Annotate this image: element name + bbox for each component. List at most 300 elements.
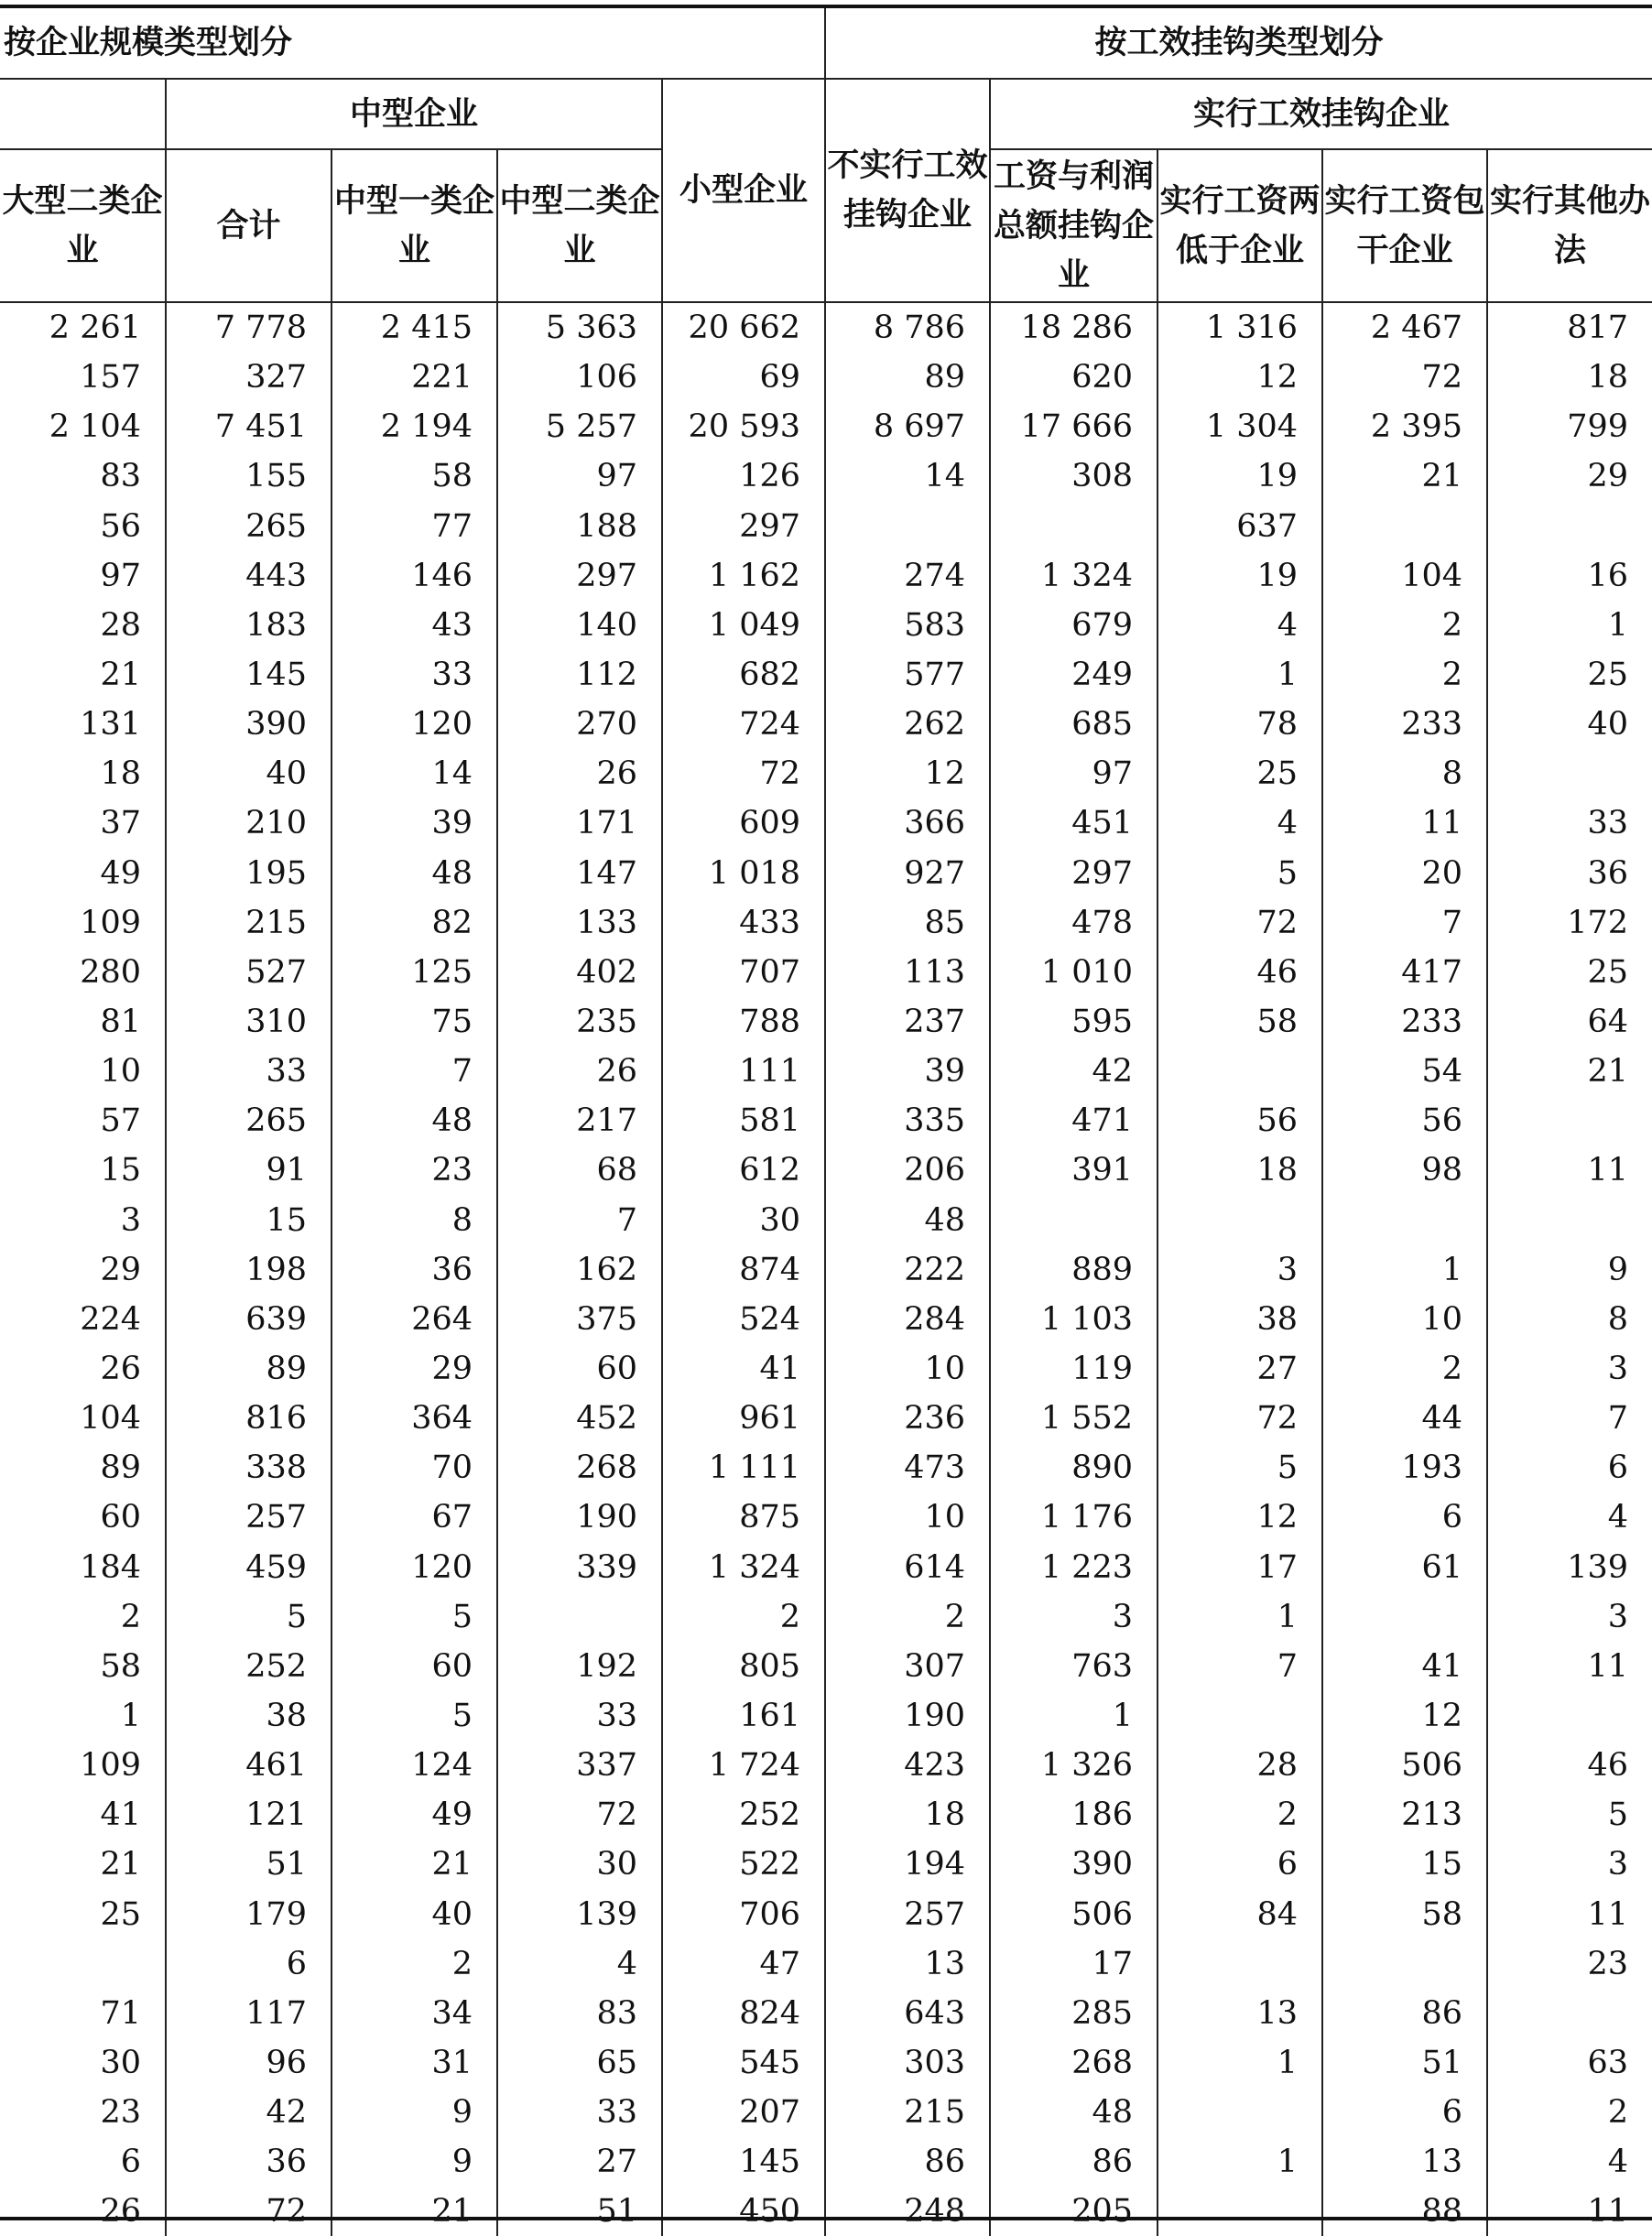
cell-other-methods: 11 [1587,1895,1629,1933]
header-group-efficiency: 按工效挂钩类型划分 [1094,25,1384,61]
cell-subtotal: 155 [166,451,331,501]
cell-medium-1: 146 [331,551,497,601]
cell-large-2: 25 [0,1890,166,1939]
cell-two-lower: 13 [1157,1989,1322,2038]
cell-medium-2: 33 [497,2088,662,2137]
cell-small: 126 [662,451,825,501]
cell-subtotal: 42 [166,2088,331,2137]
cell-small: 824 [662,1989,825,2038]
table-row [0,1741,1652,1790]
cell-not-implement: 335 [825,1096,990,1145]
cell-other-methods: 139 [1567,1548,1629,1586]
cell-medium-2: 26 [497,749,662,798]
cell-subtotal: 96 [166,2038,331,2088]
cell-large-2: 37 [0,798,166,848]
cell-medium-1: 7 [331,1047,497,1096]
cell-medium-2: 60 [497,1344,662,1394]
cell-two-lower: 7 [1157,1642,1322,1691]
cell-not-implement: 307 [825,1642,990,1691]
cell-large-2: 57 [0,1096,166,1145]
cell-small: 788 [662,997,825,1047]
cell-wage-profit: 1 010 [990,948,1157,997]
cell-wage-contract: 54 [1322,1047,1487,1096]
cell-two-lower [1157,1047,1322,1096]
cell-not-implement: 236 [825,1394,990,1443]
cell-large-2: 60 [0,1492,166,1542]
cell-two-lower: 72 [1157,898,1322,948]
cell-large-2: 2 [0,1592,166,1642]
table-row [0,1840,1652,1889]
table-row [0,451,1652,501]
cell-medium-1: 29 [331,1344,497,1394]
cell-two-lower: 58 [1157,997,1322,1047]
cell-medium-1: 5 [331,1592,497,1642]
cell-subtotal: 33 [166,1047,331,1096]
cell-other-methods [1487,749,1652,798]
cell-subtotal: 145 [166,650,331,700]
cell-medium-1: 2 [331,1939,497,1989]
cell-two-lower: 19 [1157,551,1322,601]
cell-small: 707 [662,948,825,997]
cell-not-implement: 18 [825,1790,990,1840]
cell-subtotal: 72 [166,2187,331,2236]
cell-medium-2: 139 [497,1890,662,1939]
cell-two-lower: 27 [1157,1344,1322,1394]
cell-medium-1: 5 [331,1691,497,1741]
cell-wage-contract [1322,1939,1487,1989]
cell-two-lower: 2 [1157,1790,1322,1840]
cell-wage-profit: 17 666 [990,402,1157,451]
cell-subtotal: 215 [166,898,331,948]
cell-medium-2: 188 [497,502,662,551]
cell-medium-2: 192 [497,1642,662,1691]
cell-wage-profit: 1 552 [990,1394,1157,1443]
cell-large-2: 109 [0,1741,166,1790]
cell-medium-2: 5 257 [497,402,662,451]
cell-subtotal: 327 [166,353,331,402]
cell-medium-1: 33 [331,650,497,700]
cell-other-methods [1487,1989,1652,2038]
cell-small: 724 [662,700,825,749]
cell-large-2: 58 [0,1642,166,1691]
cell-other-methods: 8 [1607,1300,1629,1338]
cell-subtotal: 265 [166,1096,331,1145]
cell-not-implement: 583 [825,601,990,650]
cell-not-implement: 927 [825,849,990,898]
table-row [0,1394,1652,1443]
cell-medium-2: 171 [497,798,662,848]
cell-two-lower: 72 [1157,1394,1322,1443]
cell-wage-contract: 1 [1322,1245,1487,1295]
cell-small: 1 324 [662,1543,825,1592]
cell-small: 875 [662,1492,825,1542]
cell-wage-contract: 417 [1322,948,1487,997]
cell-wage-profit: 595 [990,997,1157,1047]
cell-not-implement: 194 [825,1840,990,1889]
cell-large-2: 1 [0,1691,166,1741]
cell-wage-contract: 88 [1322,2187,1487,2236]
cell-medium-2: 297 [497,551,662,601]
cell-subtotal: 91 [166,1145,331,1195]
cell-medium-2: 106 [497,353,662,402]
cell-other-methods: 3 [1607,1846,1629,1883]
cell-subtotal: 210 [166,798,331,848]
cell-medium-1: 9 [331,2137,497,2187]
cell-medium-1: 58 [331,451,497,501]
cell-subtotal: 117 [166,1989,331,2038]
cell-medium-1: 120 [331,700,497,749]
cell-not-implement: 366 [825,798,990,848]
cell-not-implement: 215 [825,2088,990,2137]
table-row [0,948,1652,997]
cell-subtotal: 89 [166,1344,331,1394]
cell-medium-2: 83 [497,1989,662,2038]
table-row [0,650,1652,700]
cell-not-implement: 39 [825,1047,990,1096]
table-row [0,1492,1652,1542]
cell-subtotal: 121 [166,1790,331,1840]
cell-not-implement: 8 697 [825,402,990,451]
cell-other-methods: 36 [1587,854,1629,892]
cell-wage-profit: 3 [990,1592,1157,1642]
table-row [0,1443,1652,1492]
cell-medium-2: 26 [497,1047,662,1096]
cell-wage-profit: 620 [990,353,1157,402]
cell-wage-contract: 56 [1322,1096,1487,1145]
cell-wage-profit: 451 [990,798,1157,848]
cell-large-2: 10 [0,1047,166,1096]
cell-small: 433 [662,898,825,948]
cell-subtotal: 5 [166,1592,331,1642]
cell-small: 874 [662,1245,825,1295]
cell-large-2: 29 [0,1245,166,1295]
cell-other-methods [1487,1691,1652,1741]
cell-medium-1: 21 [331,2187,497,2236]
cell-subtotal: 179 [166,1890,331,1939]
cell-wage-contract: 6 [1322,2088,1487,2137]
cell-small: 1 724 [662,1741,825,1790]
cell-two-lower: 4 [1157,601,1322,650]
cell-wage-contract: 2 395 [1322,402,1487,451]
cell-wage-contract: 104 [1322,551,1487,601]
cell-subtotal: 310 [166,997,331,1047]
cell-wage-contract [1322,1196,1487,1245]
cell-wage-contract: 86 [1322,1989,1487,2038]
cell-large-2: 21 [0,650,166,700]
cell-medium-1: 39 [331,798,497,848]
cell-large-2: 56 [0,502,166,551]
cell-wage-profit [990,502,1157,551]
cell-other-methods: 33 [1587,805,1629,842]
cell-two-lower: 78 [1157,700,1322,749]
cell-medium-1: 82 [331,898,497,948]
cell-small: 1 049 [662,601,825,650]
cell-wage-contract [1322,502,1487,551]
cell-medium-2: 337 [497,1741,662,1790]
cell-two-lower: 1 [1157,2038,1322,2088]
cell-medium-1: 34 [331,1989,497,2038]
cell-other-methods: 40 [1587,706,1629,744]
cell-wage-contract: 20 [1322,849,1487,898]
cell-wage-contract: 44 [1322,1394,1487,1443]
cell-wage-contract: 506 [1322,1741,1487,1790]
cell-small: 207 [662,2088,825,2137]
cell-two-lower: 5 [1157,849,1322,898]
cell-not-implement: 113 [825,948,990,997]
cell-wage-profit: 42 [990,1047,1157,1096]
cell-other-methods: 21 [1587,1053,1629,1091]
cell-medium-2: 375 [497,1295,662,1344]
cell-small: 47 [662,1939,825,1989]
header-wage-contract: 实行工资包干企业 [1322,149,1487,302]
cell-not-implement: 257 [825,1890,990,1939]
cell-medium-2: 112 [497,650,662,700]
cell-small: 545 [662,2038,825,2088]
cell-two-lower: 6 [1157,1840,1322,1889]
cell-wage-contract: 2 [1322,601,1487,650]
cell-other-methods: 799 [1567,408,1629,446]
cell-wage-contract: 58 [1322,1890,1487,1939]
cell-other-methods: 63 [1587,2044,1629,2081]
cell-wage-profit: 679 [990,601,1157,650]
cell-other-methods: 7 [1607,1400,1629,1438]
cell-two-lower [1157,2187,1322,2236]
cell-small: 297 [662,502,825,551]
cell-large-2: 30 [0,2038,166,2088]
cell-subtotal: 38 [166,1691,331,1741]
cell-medium-2: 97 [497,451,662,501]
cell-not-implement: 8 786 [825,302,990,353]
cell-small: 2 [662,1592,825,1642]
table-row [0,798,1652,848]
cell-small: 161 [662,1691,825,1741]
cell-not-implement: 577 [825,650,990,700]
cell-medium-2: 33 [497,1691,662,1741]
table-row [0,997,1652,1047]
cell-two-lower: 56 [1157,1096,1322,1145]
header-medium-2: 中型二类企业 [497,149,662,302]
header-two-lower: 实行工资两低于企业 [1157,149,1322,302]
cell-wage-profit: 285 [990,1989,1157,2038]
cell-small: 1 162 [662,551,825,601]
table-row [0,1642,1652,1691]
cell-subtotal: 257 [166,1492,331,1542]
table-row [0,2038,1652,2088]
cell-large-2: 28 [0,601,166,650]
cell-subtotal: 40 [166,749,331,798]
header-medium-1: 中型一类企业 [331,149,497,302]
table-row [0,2187,1652,2236]
cell-small: 69 [662,353,825,402]
cell-not-implement: 237 [825,997,990,1047]
cell-medium-1: 2 415 [331,302,497,353]
cell-small: 522 [662,1840,825,1889]
cell-wage-profit: 186 [990,1790,1157,1840]
cell-not-implement: 48 [825,1196,990,1245]
header-implement-linkage: 实行工效挂钩企业 [990,79,1652,149]
cell-medium-2: 268 [497,1443,662,1492]
cell-two-lower: 637 [1157,502,1322,551]
cell-subtotal: 443 [166,551,331,601]
cell-wage-contract: 15 [1322,1840,1487,1889]
cell-not-implement: 190 [825,1691,990,1741]
cell-other-methods: 172 [1567,904,1629,941]
enterprise-statistics-table [0,5,1652,2236]
cell-medium-1: 23 [331,1145,497,1195]
cell-not-implement: 303 [825,2038,990,2088]
cell-medium-1: 43 [331,601,497,650]
bottom-rule [0,2217,1652,2220]
table-row [0,1196,1652,1245]
cell-two-lower: 18 [1157,1145,1322,1195]
cell-medium-1: 120 [331,1543,497,1592]
cell-large-2: 2 104 [0,402,166,451]
cell-not-implement: 222 [825,1245,990,1295]
cell-subtotal: 265 [166,502,331,551]
cell-medium-1: 48 [331,1096,497,1145]
cell-large-2: 157 [0,353,166,402]
cell-wage-profit: 1 176 [990,1492,1157,1542]
cell-not-implement: 2 [825,1592,990,1642]
cell-large-2: 6 [0,2137,166,2187]
cell-wage-contract: 11 [1322,798,1487,848]
cell-wage-contract: 13 [1322,2137,1487,2187]
cell-other-methods: 6 [1607,1449,1629,1487]
cell-subtotal: 6 [166,1939,331,1989]
cell-other-methods [1487,1196,1652,1245]
cell-not-implement: 643 [825,1989,990,2038]
cell-wage-contract: 61 [1322,1543,1487,1592]
cell-large-2: 26 [0,1344,166,1394]
cell-wage-contract: 41 [1322,1642,1487,1691]
cell-large-2: 18 [0,749,166,798]
cell-medium-2: 402 [497,948,662,997]
table-row [0,849,1652,898]
cell-small: 72 [662,749,825,798]
cell-large-2: 81 [0,997,166,1047]
cell-medium-2: 51 [497,2187,662,2236]
table-row [0,1047,1652,1096]
table-row [0,1890,1652,1939]
cell-wage-profit [990,1196,1157,1245]
cell-wage-contract: 98 [1322,1145,1487,1195]
cell-wage-profit: 268 [990,2038,1157,2088]
cell-large-2: 280 [0,948,166,997]
table-row [0,749,1652,798]
cell-wage-profit: 1 103 [990,1295,1157,1344]
table-row [0,502,1652,551]
cell-small: 41 [662,1344,825,1394]
header-small-enterprises: 小型企业 [662,79,825,302]
cell-other-methods: 2 [1607,2094,1629,2132]
cell-small: 706 [662,1890,825,1939]
cell-wage-contract: 51 [1322,2038,1487,2088]
cell-medium-2: 190 [497,1492,662,1542]
cell-not-implement: 206 [825,1145,990,1195]
cell-wage-profit: 1 [990,1691,1157,1741]
table-row [0,1145,1652,1195]
table-row [0,2137,1652,2187]
cell-large-2: 15 [0,1145,166,1195]
cell-two-lower: 28 [1157,1741,1322,1790]
cell-wage-profit: 17 [990,1939,1157,1989]
cell-wage-contract: 7 [1322,898,1487,948]
cell-medium-2: 162 [497,1245,662,1295]
cell-other-methods: 11 [1587,1647,1629,1685]
cell-small: 1 018 [662,849,825,898]
cell-large-2: 49 [0,849,166,898]
cell-not-implement: 89 [825,353,990,402]
cell-two-lower: 1 [1157,2137,1322,2187]
cell-subtotal: 195 [166,849,331,898]
cell-subtotal: 183 [166,601,331,650]
cell-wage-contract: 2 [1322,650,1487,700]
cell-wage-profit: 390 [990,1840,1157,1889]
cell-other-methods: 23 [1587,1945,1629,1982]
cell-medium-2: 140 [497,601,662,650]
cell-wage-contract: 2 467 [1322,302,1487,353]
cell-medium-1: 40 [331,1890,497,1939]
cell-not-implement: 248 [825,2187,990,2236]
cell-wage-profit: 890 [990,1443,1157,1492]
cell-other-methods: 25 [1587,657,1629,694]
header-blank-cell [0,79,166,149]
cell-medium-2: 72 [497,1790,662,1840]
table-header [0,6,1652,302]
cell-two-lower: 25 [1157,749,1322,798]
cell-wage-profit: 308 [990,451,1157,501]
cell-small: 682 [662,650,825,700]
cell-medium-2: 217 [497,1096,662,1145]
cell-small: 450 [662,2187,825,2236]
cell-medium-2: 133 [497,898,662,948]
cell-large-2: 23 [0,2088,166,2137]
cell-medium-1: 21 [331,1840,497,1889]
table-row [0,1543,1652,1592]
table-row [0,1344,1652,1394]
cell-two-lower [1157,1691,1322,1741]
cell-medium-2: 147 [497,849,662,898]
cell-wage-profit: 478 [990,898,1157,948]
cell-two-lower: 12 [1157,353,1322,402]
cell-wage-profit: 205 [990,2187,1157,2236]
cell-large-2: 2 261 [0,302,166,353]
cell-two-lower: 12 [1157,1492,1322,1542]
cell-medium-2: 4 [497,1939,662,1989]
cell-small: 111 [662,1047,825,1096]
cell-medium-1: 8 [331,1196,497,1245]
cell-wage-profit: 297 [990,849,1157,898]
cell-medium-2: 452 [497,1394,662,1443]
cell-medium-1: 75 [331,997,497,1047]
cell-subtotal: 527 [166,948,331,997]
table-row [0,1245,1652,1295]
table-row [0,1691,1652,1741]
cell-wage-profit: 97 [990,749,1157,798]
cell-other-methods: 4 [1607,2144,1629,2181]
cell-two-lower: 1 316 [1157,302,1322,353]
cell-large-2: 97 [0,551,166,601]
cell-two-lower: 3 [1157,1245,1322,1295]
cell-two-lower: 17 [1157,1543,1322,1592]
cell-wage-contract: 12 [1322,1691,1487,1741]
cell-not-implement: 86 [825,2137,990,2187]
table-body [0,302,1652,2236]
cell-medium-1: 221 [331,353,497,402]
cell-two-lower: 5 [1157,1443,1322,1492]
cell-two-lower: 38 [1157,1295,1322,1344]
table-row [0,1790,1652,1840]
